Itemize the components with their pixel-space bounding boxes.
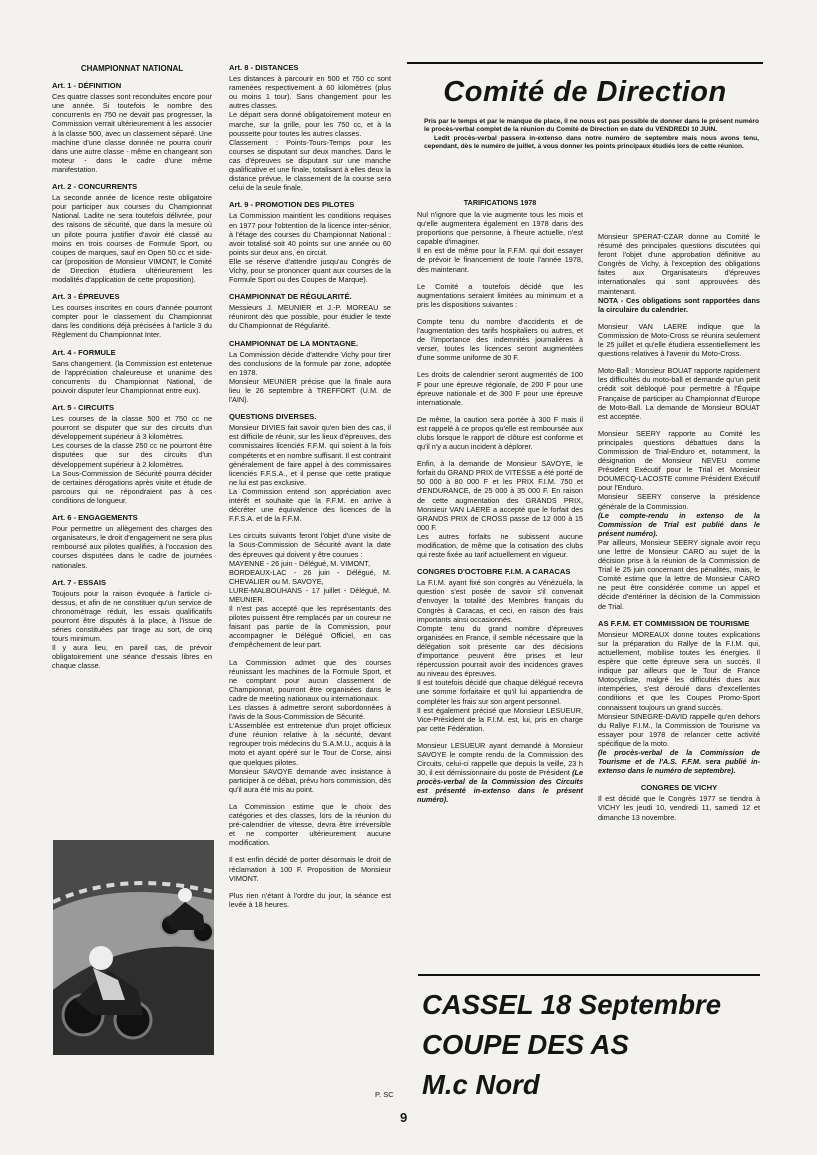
- article-text: La Sous-Commission de Sécurité pourra décider de certaines dérogations après visite et étude de parcours qui ne répondraient pas à ces conditions de longueur.: [52, 468, 212, 505]
- section-text: Les droits de calendrier seront augmentés de 100 F pour une épreuve régionale, de 200 F pour une épreuve nationale et de 300 F pour une épreuve internationale.: [417, 370, 583, 407]
- article-title: Art. 9 - PROMOTION DES PILOTES: [229, 200, 355, 210]
- section-title: CONGRES D'OCTOBRE F.I.M. A CARACAS: [417, 567, 571, 577]
- article-text: La Commission maintient les conditions requises en 1977 pour l'obtention de la licence inter-sénior, à l'étage des courses du Championnat National : avoir totalisé soit 40 points sur une année ou 60 points sur deux ans, en circuit.: [229, 211, 391, 257]
- section-text: La Commission décide d'attendre Vichy pour tirer des conclusions de la formule par zone, adoptée en 1978.: [229, 349, 391, 377]
- article-title: Art. 4 - FORMULE: [52, 347, 116, 357]
- section-text: Plus rien n'étant à l'ordre du jour, la séance est levée à 18 heures.: [229, 890, 391, 909]
- section-text: Monsieur DIVIES fait savoir qu'en bien des cas, il est difficile de réunir, sur les lieux d'épreuves, des commissaires licenciés F.F.M. qui soient à la fois compétents et en nombre suffisant. Il est contraint généralement de faire appel à des commissaires licenciés F.F.S.A., et il pense que cette pratique ne lui est pas exclusive.: [229, 423, 391, 487]
- bottom-rule: [418, 974, 760, 976]
- article-text: Il y aura lieu, en pareil cas, de prévoir obligatoirement une séance d'essais libres en chaque classe.: [52, 643, 212, 671]
- intro-text: Pris par le temps et par le manque de place, il ne nous est pas possible de donner dans le présent numéro le procès-verbal complet de la réunion du Comité de Direction en date du VENDREDI 10 JUIN.: [424, 118, 759, 134]
- circuit-item: BORDEAUX-LAC - 26 juin - Délégué, M. CHEVALIER ou M. SAVOYE,: [229, 567, 391, 586]
- section-text: Il n'est pas accepté que les représentants des pilotes puissent être remplacés par un coureur ne faisant pas partie de la Commission, pour accompagner le Délégué Officiel, en cas d'empêchement de leur part.: [229, 604, 391, 650]
- italic-note: (Le procès-verbal de la Commission des Circuits est présenté in-extenso dans le présent numéro).: [417, 768, 583, 805]
- section-text: Messieurs J. MEUNIER et J.-P. MOREAU se réuniront dès que possible, pour étudier le texte du Championnat de Régularité.: [229, 303, 391, 331]
- section-text: La Commission admet que des courses réunissant les machines de la Formule Sport, et ne comptant pour aucun classement de Championnat, pourront être organisées dans le cadre de meeting nationaux ou internationaux.: [229, 657, 391, 703]
- section-text: Monsieur MEUNIER précise que la finale aura lieu le 26 septembre à TREFFORT (U.M. de l'AIN).: [229, 376, 391, 405]
- section-text: Monsieur SAVOYE demande avec insistance à participer à ce débat, prévu hors commission, dès qu'il aura été mis au point.: [229, 766, 391, 794]
- column-championnat-national: [52, 64, 212, 834]
- section-text: De même, la caution sera portée à 300 F mais il est rappelé à ce propos qu'elle est remboursée aux clubs lorsque le rapport de clôture est conforme et qu'il n'y a aucun incident à déplorer.: [417, 414, 583, 452]
- article-text: Les courses de la classe 250 cc ne pourront être disputées que sur des circuits d'un développement supérieur à 2 kilomètres.: [52, 441, 212, 469]
- article-text: Ces quatre classes sont reconduites encore pour une année. Si toutefois le nombre des concurrents en 750 ne devait pas progresser, la Commission verrait ultérieurement à les associer à la classe 500, avec un classement séparé. Une machine d'une classe donnée ne pourra courir dans une autre classe - même en changeant son moteur - dans le cadre d'une même manifestation.: [52, 92, 212, 174]
- section-text: Monsieur SEERY rapporte au Comité les principales questions débattues dans la Commission de Trial-Enduro et, notamment, la désignation de Monsieur NEVEU comme Président Exécutif pour le Trial et Monsieur DOUMECQ-LACOSTE comme Président Exécutif pour l'Enduro.: [598, 428, 760, 493]
- intro-block: [424, 118, 759, 152]
- article-text: Sans changement. (la Commission est entetenue de l'appréciation chaleureuse et unanime des concurrents du Championnat National, de pouvoir disputer leur Championnat entre eux).: [52, 358, 212, 395]
- italic-note: (le procès-verbal de la Commission de Tourisme et de l'A.S. F.F.M. sera publié in-extenso dans le numéro de septembre).: [598, 747, 760, 776]
- section-text-part: Monsieur LESUEUR ayant demandé à Monsieur SAVOYE le compte rendu de la Commission des Circuits, celui-ci rappelle que depuis la veille, 23 h 30, il est démissionnaire du poste de Président: [417, 740, 583, 778]
- article-text: Les distances à parcourir en 500 et 750 cc sont ramenées respectivement à 60 kilomètres (plus ou moins 1 tour). Sans changement pour les autres classes.: [229, 74, 391, 111]
- article-text: Pour permettre un allègement des charges des organisateurs, le droit d'engagement ne sera plus remboursé aux pilotes qualifiés, à l'occasion des courses disputées dans le cadre de journées nationales.: [52, 524, 212, 570]
- section-text: La Commission estime que le choix des catégories et des classes, lors de la réunion du pré-calendrier de vitesse, devra être irréversible et ne comporter ultérieurement aucune modification.: [229, 801, 391, 848]
- article-text: Le départ sera donné obligatoirement moteur en marche, sur la grille, pour les 750 cc, et à la poussette pour toutes les autres classes.: [229, 110, 391, 138]
- italic-note: (Le compte-rendu in extenso de la Commission de Trial est publié dans le présent numéro).: [598, 510, 760, 538]
- section-text: Monsieur SINEGRE-DAVID rappelle qu'en dehors du Rallye F.I.M., la Commission de Tourisme va essayer pour 1978 de relancer cette activité spécifique de la moto.: [598, 711, 760, 748]
- section-text: Il est également précisé que Monsieur LESUEUR, Vice-Président de la F.I.M. est, lui, pris en charge par cette Fédération.: [417, 705, 583, 733]
- section-text: Compte tenu du nombre d'accidents et de l'augmentation des tarifs hospitaliers ou autres, et de l'importance des indemnités journalières à verser, toutes les licences seront augmentées d'une somme uniforme de 30 F.: [417, 316, 583, 363]
- article-text: Elle se réserve d'attendre jusqu'au Congrès de Vichy, pour se prononcer quant aux courses de la Formule Sport ou des Coupes de Marque).: [229, 256, 391, 285]
- ad-line-club: M.c Nord: [422, 1069, 540, 1100]
- circuit-item: MAYENNE - 26 juin - Délégué, M. VIMONT,: [229, 558, 370, 568]
- section-text: Monsieur SPERAT-CZAR donne au Comité le résumé des principales questions discutées qui feront l'objet d'une approbation définitive au Congrès de Vichy, à l'exception des obligations faites aux Organisateurs d'épreuves internationales qui sont approuvées dès maintenant.: [598, 232, 760, 296]
- article-text: Toujours pour la raison évoquée à l'article ci-dessus, et afin de ne constituer qu'un service de chronométrage réduit, les essais qualificatifs pourront être disputés à la place, à l'issue de séries constituées par tirage au sort, de cinq tours minimum.: [52, 588, 212, 644]
- section-text: Monsieur VAN LAERE indique que la Commission de Moto-Cross se réunira seulement le 25 juillet et qu'elle étudiera essentiellement les questions relatives à l'avenir du Moto-Cross.: [598, 321, 760, 359]
- section-text: Monsieur MOREAUX donne toutes explications sur la préparation du Rallye de la F.I.M. qui, actuellement, mobilise toutes les énergies. Il espère que cette épreuve sera un succès. Il indique par ailleurs que le Tour de France Motocycliste, malgré les difficultés dues aux intempéries, s'est déroulé dans d'excellentes conditions et que les Coupes Promo-Sport connaissent toujours un grand succès.: [598, 629, 760, 712]
- section-title: TARIFICATIONS 1978: [463, 198, 537, 207]
- section-text: Il est toutefois décidé que chaque délégué recevra une somme forfaitaire et qu'il lui appartiendra de compléter les frais sur son argent personnel.: [417, 678, 583, 706]
- section-title: CHAMPIONNAT NATIONAL: [80, 64, 184, 73]
- motorcycle-race-illustration: [53, 840, 214, 1055]
- article-title: Art. 8 - DISTANCES: [229, 63, 299, 72]
- section-text: Il est enfin décidé de porter désormais le droit de réclamation à 100 F. Proposition de Monsieur VIMONT.: [229, 855, 391, 883]
- article-text: Les courses inscrites en cours d'année pourront compter pour le classement du Championnat dans les conditions déjà précisées à l'article 3 du Règlement du Championnat Inter.: [52, 303, 212, 340]
- section-title: CHAMPIONNAT DE LA MONTAGNE.: [229, 338, 358, 348]
- section-text: Nul n'ignore que la vie augmente tous les mois et qu'elle augmentera également en 1978 dans des proportions que personne, à l'heure actuelle, n'est capable d'imaginer.: [417, 210, 583, 247]
- section-text: Monsieur SEERY conserve la présidence générale de la Commission.: [598, 492, 760, 511]
- ad-line-coupe: COUPE DES AS: [422, 1029, 629, 1060]
- article-title: Art. 1 - DÉFINITION: [52, 81, 122, 91]
- section-text: Enfin, à la demande de Monsieur SAVOYE, le forfait du GRAND PRIX de VITESSE a été porté de 50 000 à 80 000 F et les PRIX F.I.M. 750 et d'ENDURANCE, de 25 000 à 35 000 F. En raison de cette augmentation des GRANDS PRIX, Monsieur VAN LAERE a accepté que le forfait des GRANDS PRIX de CROSS passe de 12 000 à 15 000 F.: [417, 459, 583, 532]
- section-title: AS F.F.M. ET COMMISSION DE TOURISME: [598, 618, 750, 628]
- section-text: L'Assemblée est entretenue d'un projet officieux d'une réunion relative à la sécurité, devant regrouper trois médecins du S.A.M.U., acquis à la moto et ayant opéré sur le Tour de Corse, ainsi que quelques pilotes.: [229, 721, 391, 767]
- section-text: Il en est de même pour la F.F.M. qui doit essayer de prévoir le financement de toute l'année 1978, dès maintenant.: [417, 246, 583, 274]
- section-title: CONGRES DE VICHY: [640, 783, 718, 793]
- motorcycle-race-photo: [53, 840, 214, 1055]
- section-title: CHAMPIONNAT DE RÉGULARITÉ.: [229, 292, 352, 302]
- article-text: Classement : Points-Tours-Temps pour les courses se disputant sur deux manches. Dans le cas d'épreuves se disputant sur une manche qualificative et une finale, totalisant à elles deux la distance prévue, le classement de la course sera celui de la seule finale.: [229, 137, 391, 193]
- intro-text: Ledit procès-verbal passera in-extenso dans notre numéro de septembre mais nous avons tenu, cependant, dès le numéro de juillet, à vous donner les points principaux étudiés lors de cette réunion.: [424, 134, 759, 151]
- article-title: Art. 5 - CIRCUITS: [52, 403, 115, 412]
- section-text: La Commission entend son appréciation avec intérêt et souhaite que la F.F.M. en arrive à décréter une équivalence des licences de la F.F.S.A. et de la F.F.M.: [229, 486, 391, 524]
- section-text: La F.I.M. ayant fixé son congrès au Vénézuéla, la question s'est posée de savoir s'il convenait d'envoyer la totalité des Membres français du Congrès à Caracas, et ceci, en raison des frais importants ainsi occasionnés.: [417, 578, 583, 624]
- section-text: Il est décidé que le Congrès 1977 se tiendra à VICHY les jeudi 10, vendredi 11, samedi 12 et dimanche 13 novembre.: [598, 794, 760, 822]
- section-text: Moto-Ball : Monsieur BOUAT rapporte rapidement les difficultés du moto-ball et demande qu'un petit crédit soit débloqué pour permettre à l'Équipe Française de participer au Championnat d'Europe de Moto-Ball. La demande de Monsieur BOUAT est acceptée.: [598, 366, 760, 421]
- section-text: Les autres forfaits ne subissent aucune modification, de même que la cotisation des clubs qui reste fixée au tarif actuellement en vigueur.: [417, 531, 583, 560]
- article-title: Art. 2 - CONCURRENTS: [52, 182, 138, 192]
- column-comite-1: [417, 210, 583, 960]
- article-title: Art. 7 - ESSAIS: [52, 577, 107, 587]
- section-text: Compte tenu du grand nombre d'épreuves organisées en France, il semble nécessaire que la délégation soit présente car des décisions d'importance peuvent être prises et leur répercussion pourrait avoir des incidences graves au niveau des épreuves.: [417, 623, 583, 679]
- section-title: QUESTIONS DIVERSES.: [229, 412, 317, 422]
- section-text: Les classes à admettre seront subordonnées à l'avis de la Sous-Commission de Sécurité.: [229, 703, 391, 722]
- circuit-item: LURE-MALBOUHANS - 17 juillet - Délégué, M. MEUNIER.: [229, 585, 391, 604]
- column-articles-2: [229, 60, 391, 1090]
- section-text: [417, 741, 583, 805]
- article-text: Les courses de la classe 500 et 750 cc ne pourront se disputer que sur des circuits d'un développement supérieur à 3 kilomètres.: [52, 414, 212, 442]
- signature: P. SC: [375, 1090, 394, 1099]
- section-text: Les circuits suivants feront l'objet d'une visite de la Sous-Commission de Sécurité avant la date des épreuves qui doivent y être courues :: [229, 531, 391, 559]
- article-title: Art. 3 - ÉPREUVES: [52, 292, 120, 302]
- section-text: Par ailleurs, Monsieur SEERY signale avoir reçu une lettre de Monsieur CARO au sujet de la décision prise à la réunion de la Commission de Trial le 25 juin concernant des pénalités, mais, le Comité estime que la lettre de Monsieur CARO ne peut être considérée comme un appel et décide d'entériner la décision de la Commission de Trial.: [598, 537, 760, 611]
- column-comite-2: [598, 232, 760, 962]
- article-title: Art. 6 - ENGAGEMENTS: [52, 513, 138, 523]
- page-title: Comité de Direction: [443, 76, 727, 108]
- ad-line-cassel: CASSEL 18 Septembre: [422, 989, 722, 1020]
- article-text: La seconde année de licence reste obligatoire pour participer aux courses du Championnat National. Ladite ne sera toutefois délivrée, pour des raisons de sécurité, que dans la mesure où un pilote pourra justifier d'avoir été classé au moins en trois courses de Formule Sport, ou coupes de marques, sauf en Open 50 cc et side-car (proposition de Monsieur VIMONT, le Comité de Direction étudiera ultérieurement les modalités d'application de cette proposition).: [52, 193, 212, 284]
- top-rule: [407, 62, 763, 64]
- section-text: Le Comité a toutefois décidé que les augmentations seraient limitées au minimum et a pris les dispositions suivantes :: [417, 281, 583, 309]
- nota-text: NOTA - Ces obligations sont rapportées dans la circulaire du calendrier.: [598, 295, 760, 314]
- page-number: 9: [400, 1110, 408, 1125]
